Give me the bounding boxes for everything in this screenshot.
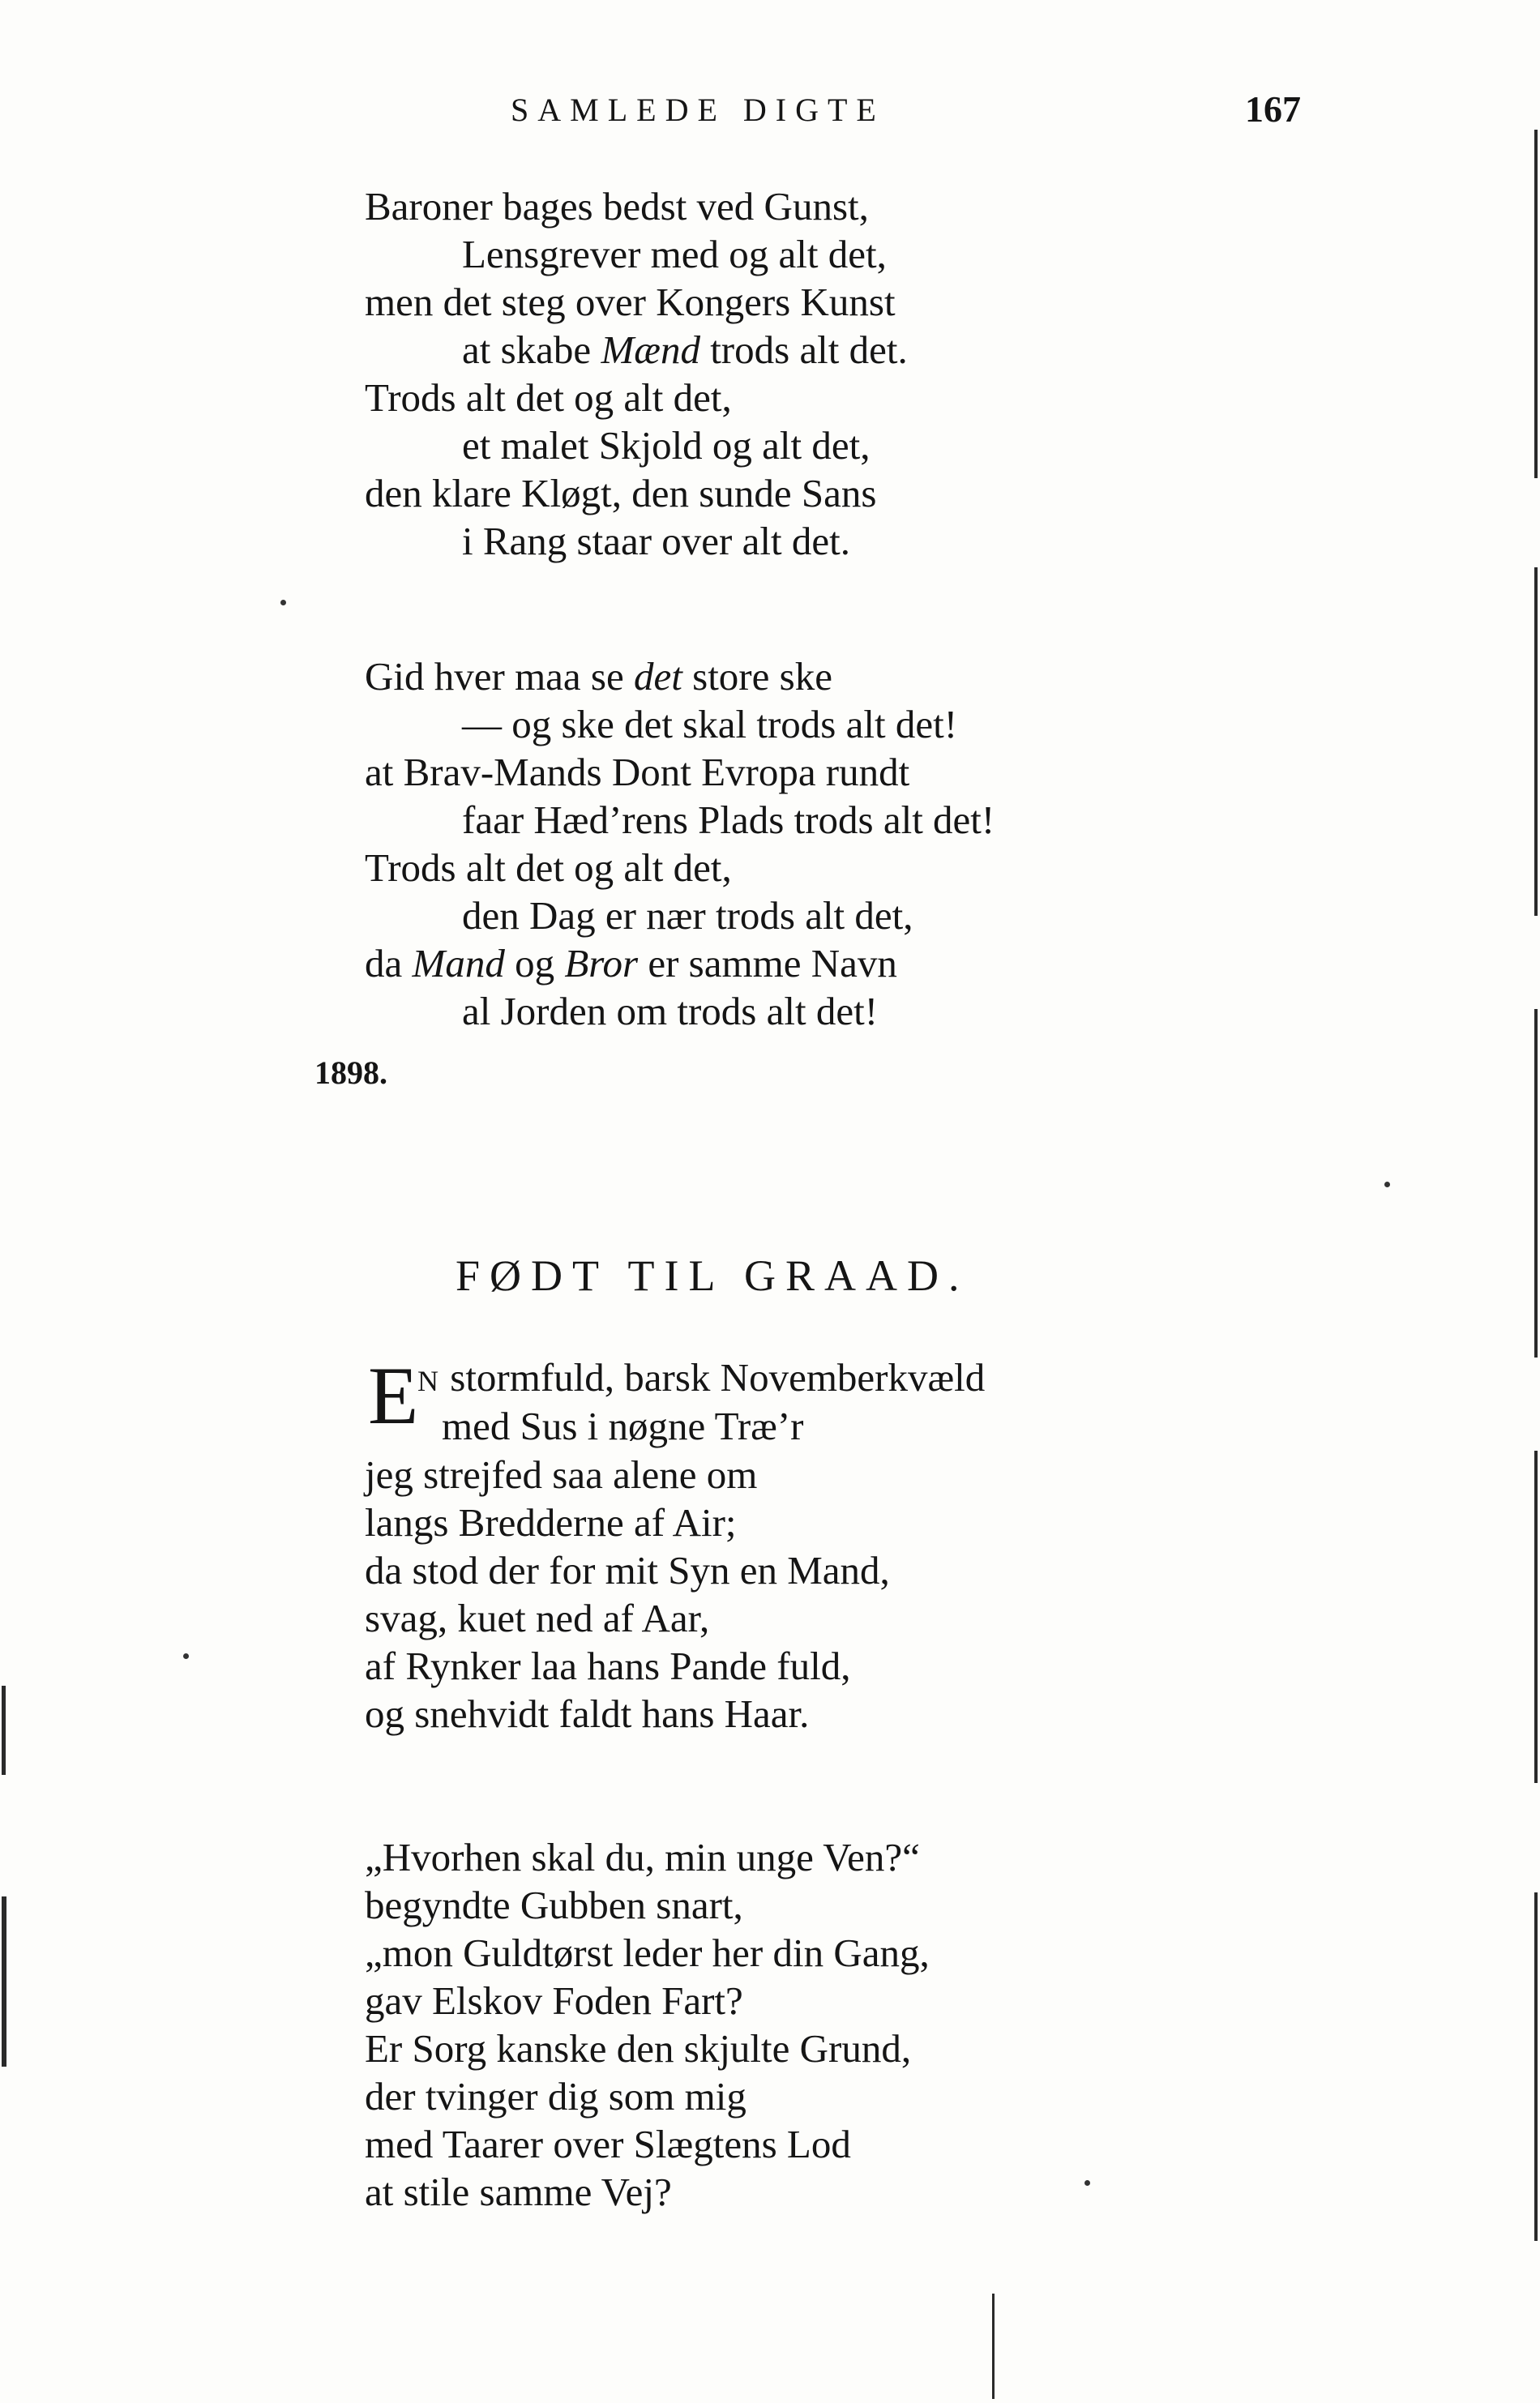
stanza-2 bbox=[365, 652, 995, 1035]
verse-line bbox=[365, 326, 908, 374]
verse-line: i Rang staar over alt det. bbox=[462, 519, 850, 563]
verse-text: store ske bbox=[682, 654, 832, 699]
verse-line: af Rynker laa hans Pande fuld, bbox=[365, 1644, 851, 1688]
scan-speck bbox=[280, 600, 286, 605]
verse-line: langs Bredderne af Air; bbox=[365, 1500, 737, 1545]
verse-line: begyndte Gubben snart, bbox=[365, 1883, 743, 1927]
verse-line bbox=[365, 939, 995, 987]
verse-line: med Sus i nøgne Træ’r bbox=[442, 1404, 804, 1448]
scan-speck bbox=[1084, 2180, 1090, 2186]
running-title: SAMLEDE DIGTE bbox=[511, 92, 885, 128]
verse-line: „mon Guldtørst leder her din Gang, bbox=[365, 1931, 930, 1975]
scan-edge-mark bbox=[1534, 567, 1538, 916]
scan-edge-mark bbox=[1534, 1009, 1538, 1358]
drop-cap: E bbox=[368, 1350, 419, 1442]
stanza-1 bbox=[365, 182, 908, 565]
poem2-stanza-2 bbox=[365, 1833, 930, 2216]
verse-line: jeg strejfed saa alene om bbox=[365, 1452, 758, 1497]
verse-line: gav Elskov Foden Fart? bbox=[365, 1978, 743, 2023]
scan-edge-mark bbox=[1534, 1451, 1538, 1783]
verse-text: er samme Navn bbox=[638, 941, 897, 986]
verse-line: da stod der for mit Syn en Mand, bbox=[365, 1548, 890, 1593]
scan-speck bbox=[183, 1653, 189, 1659]
verse-line: Trods alt det og alt det, bbox=[365, 845, 732, 890]
verse-emphasis: Bror bbox=[564, 941, 639, 986]
verse-text: stormfuld, barsk Novemberkvæld bbox=[440, 1355, 986, 1400]
scan-edge-mark bbox=[1534, 1892, 1538, 2241]
verse-line: faar Hæd’rens Plads trods alt det! bbox=[462, 797, 995, 842]
verse-emphasis: Mænd bbox=[601, 327, 700, 372]
verse-line: et malet Skjold og alt det, bbox=[462, 423, 871, 468]
verse-line: — og ske det skal trods alt det! bbox=[462, 702, 958, 746]
scan-edge-mark bbox=[2, 1686, 6, 1775]
verse-text: trods alt det. bbox=[699, 327, 908, 372]
verse-line: at stile samme Vej? bbox=[365, 2170, 672, 2214]
verse-text: da bbox=[365, 941, 413, 986]
verse-line: den Dag er nær trods alt det, bbox=[462, 893, 913, 938]
verse-text: og bbox=[504, 941, 565, 986]
page-number: 167 bbox=[1245, 88, 1301, 130]
verse-emphasis: det bbox=[634, 654, 682, 699]
verse-line: Baroner bages bedst ved Gunst, bbox=[365, 184, 869, 229]
verse-line bbox=[365, 652, 995, 700]
scan-edge-mark bbox=[2, 1896, 6, 2067]
verse-line: al Jorden om trods alt det! bbox=[462, 989, 879, 1033]
verse-line: den klare Kløgt, den sunde Sans bbox=[365, 471, 877, 515]
scan-edge-mark bbox=[1534, 130, 1538, 478]
verse-text: Gid hver maa se bbox=[365, 654, 634, 699]
verse-line bbox=[417, 1353, 985, 1405]
small-caps: N bbox=[417, 1365, 440, 1397]
verse-line: med Taarer over Slægtens Lod bbox=[365, 2122, 851, 2166]
verse-line: der tvinger dig som mig bbox=[365, 2074, 746, 2119]
verse-line: Trods alt det og alt det, bbox=[365, 375, 732, 420]
verse-line: men det steg over Kongers Kunst bbox=[365, 280, 896, 324]
scan-speck bbox=[1384, 1182, 1390, 1187]
scan-edge-mark bbox=[992, 2294, 995, 2399]
verse-line: og snehvidt faldt hans Haar. bbox=[365, 1691, 810, 1736]
verse-line: Er Sorg kanske den skjulte Grund, bbox=[365, 2026, 912, 2071]
verse-line: „Hvorhen skal du, min unge Ven?“ bbox=[365, 1835, 920, 1879]
poem2-stanza-1 bbox=[365, 1451, 890, 1738]
verse-line: svag, kuet ned af Aar, bbox=[365, 1596, 710, 1640]
poem-title: FØDT TIL GRAAD. bbox=[456, 1251, 969, 1300]
verse-line: Lensgrever med og alt det, bbox=[462, 232, 887, 276]
verse-emphasis: Mand bbox=[412, 941, 505, 986]
verse-line: at Brav-Mands Dont Evropa rundt bbox=[365, 750, 910, 794]
verse-text: at skabe bbox=[462, 327, 601, 372]
poem-year: 1898. bbox=[314, 1054, 387, 1091]
